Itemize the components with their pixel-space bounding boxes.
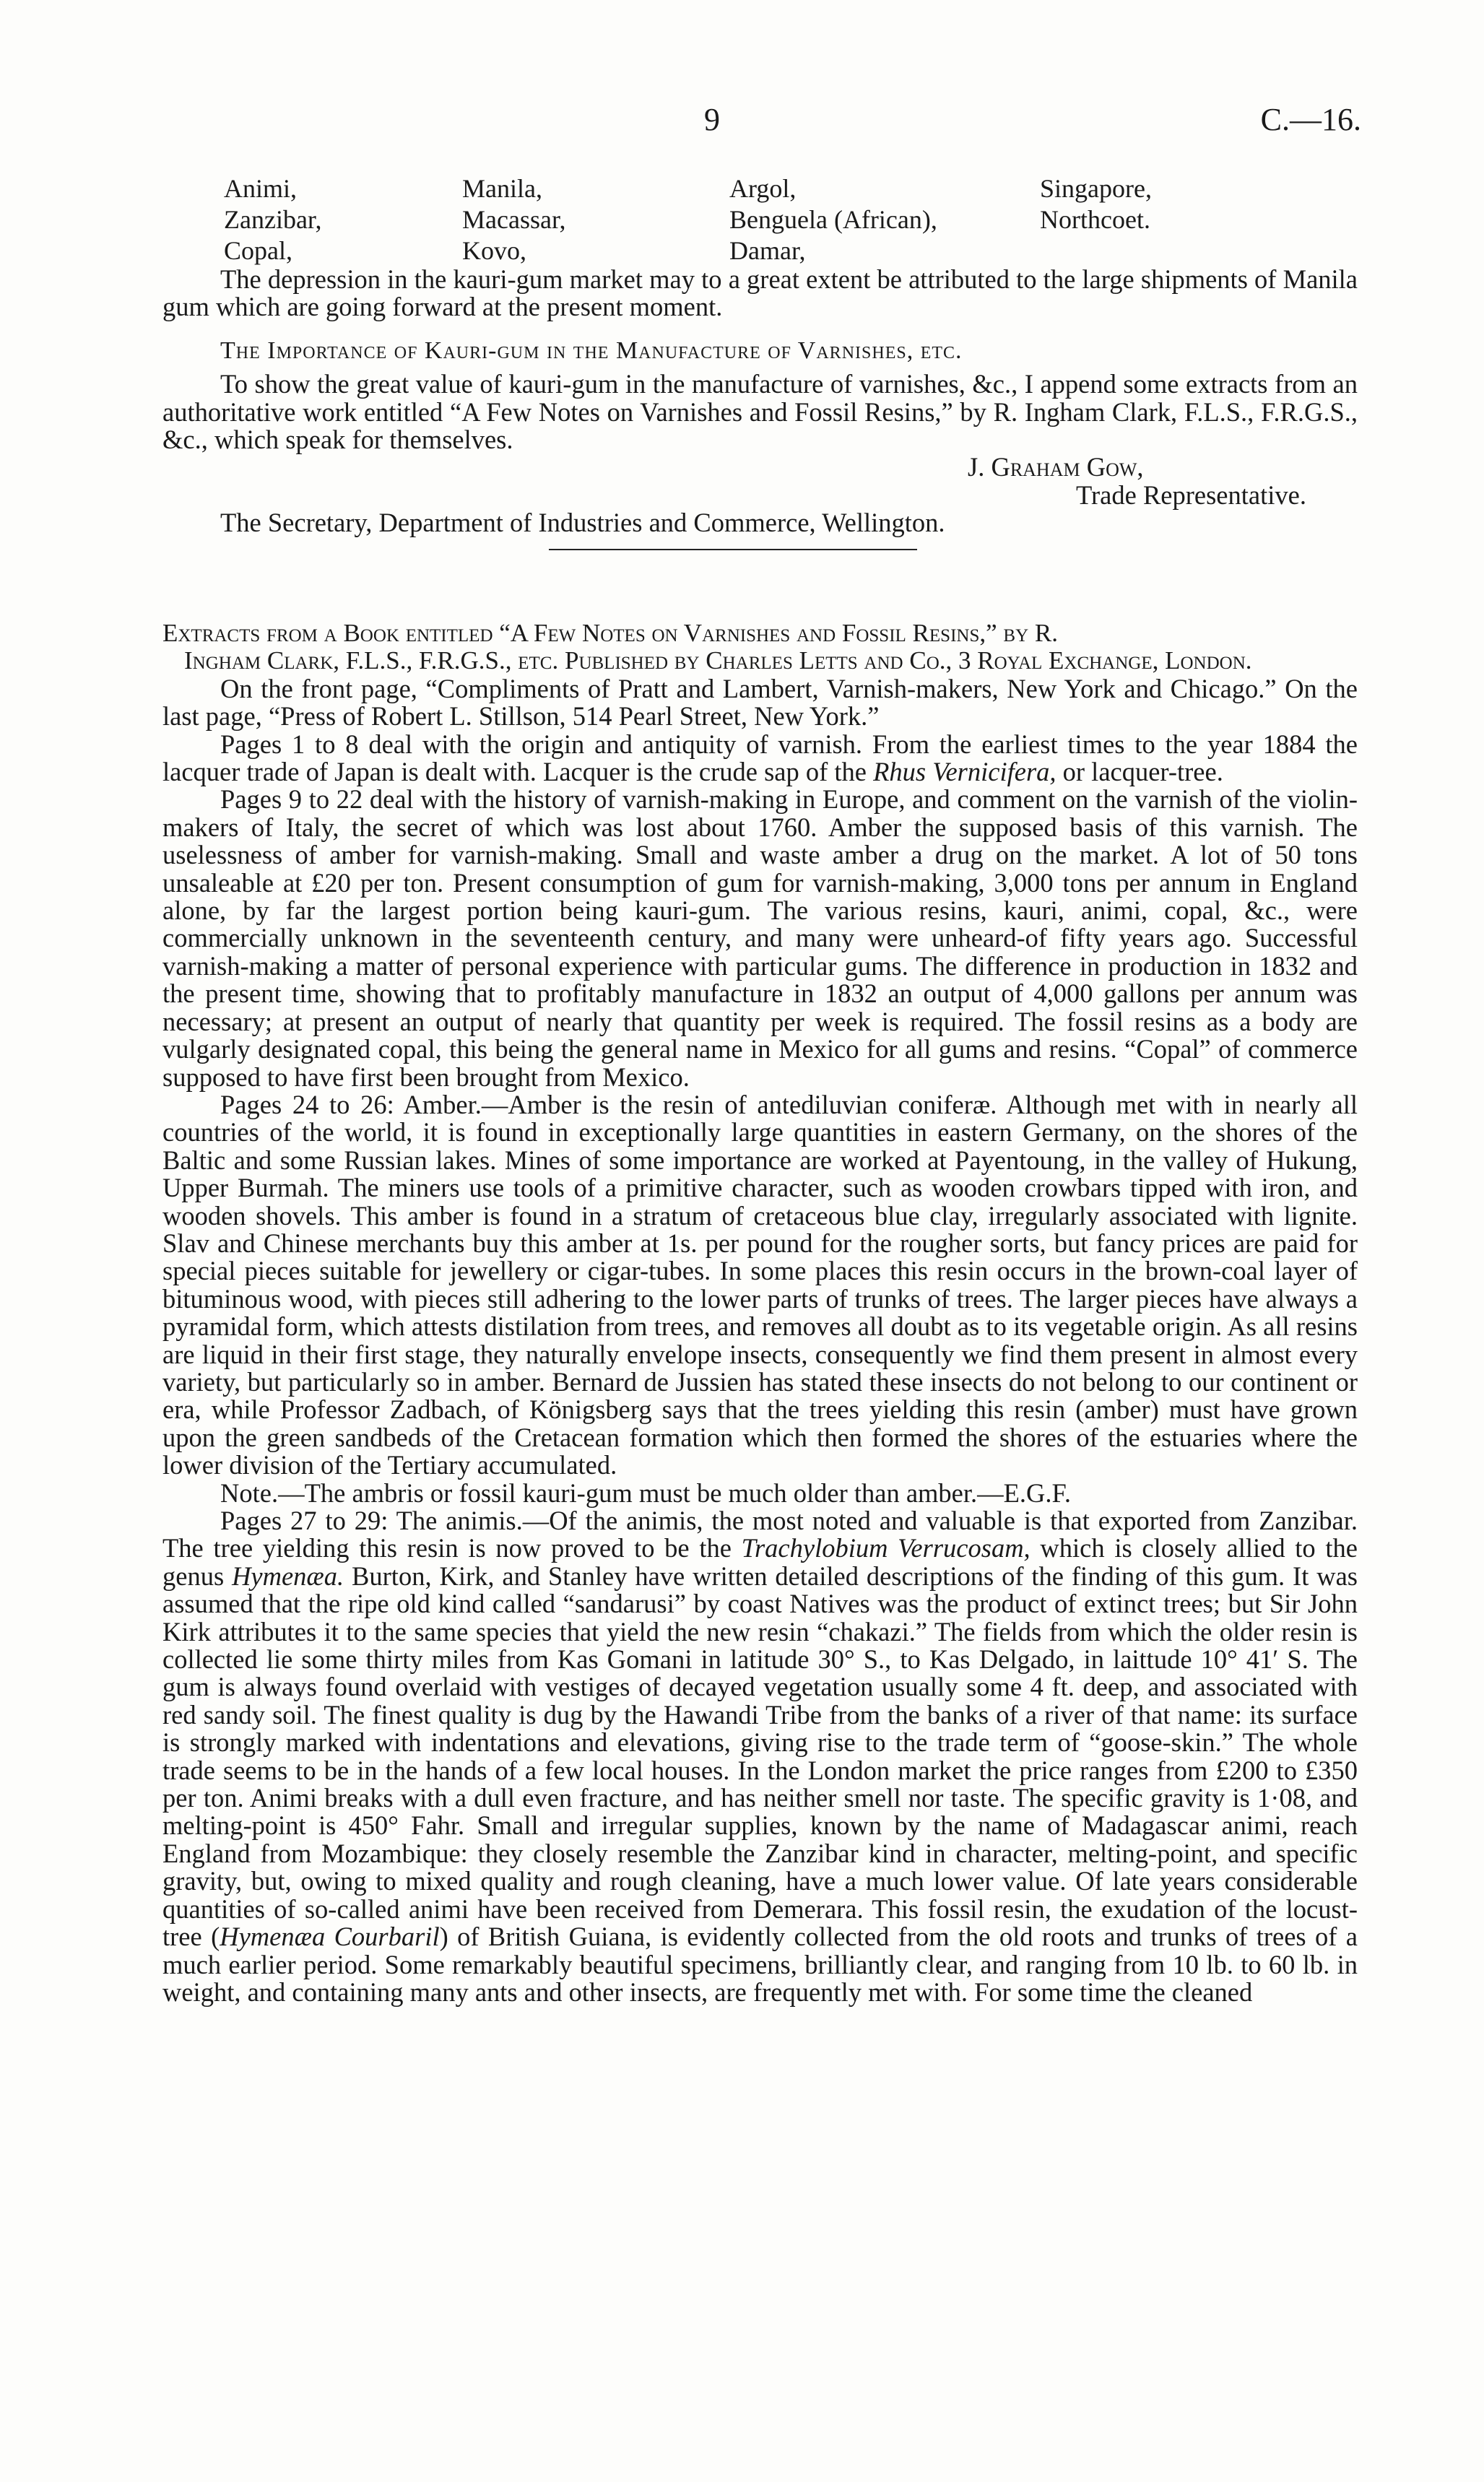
document-reference: C.—16. [1260, 102, 1361, 137]
resin-column-3 [729, 173, 937, 266]
resin-name: Copal, [224, 236, 292, 265]
addressee-line: The Secretary, Department of Industries and Commerce, Wellington. [220, 508, 945, 538]
divider-rule [549, 549, 917, 550]
species-name: Rhus Vernicifera, [873, 757, 1056, 787]
show-paragraph: To show the great value of kauri-gum in the manufacture of varnishes, &c., I append some extracts from an authoritative work entitled “A Few Notes on Varnishes and Fossil Resins,” by R. Ingham Clark, F.L.S., F.R.G.S., &c., which speak for themselves. [162, 369, 1358, 455]
paragraph-front-page: On the front page, “Compliments of Pratt and Lambert, Varnish-makers, New York and Chicago.” On the last page, “Press of Robert L. Stillson, 514 Pearl Street, New York.” [162, 673, 1358, 732]
signature-name: J. Graham Gow, [968, 452, 1144, 482]
species-name: Trachylobium Verrucosam, [741, 1533, 1030, 1563]
paragraph-pages-9-22: Pages 9 to 22 deal with the history of varnish-making in Europe, and comment on the varnish of the violin-makers of Italy, the secret of which was lost about 1760. Amber the supposed basis of this varnish. The uselessness of amber for varnish-making. Small and waste amber a drug on the market. A lot of 50 tons unsaleable at £20 per ton. Present consumption of gum for varnish-making, 3,000 tons per annum in England alone, by far the largest portion being kauri-gum. The various resins, kauri, animi, copal, &c., were commercially unknown in the seventeenth century, and many were unheard-of fifty years ago. Successful varnish-making a matter of personal experience with particular gums. The difference in production in 1832 and the present time, showing that to profitably manufacture in 1832 an output of 4,000 gallons per annum was necessary; at present an output of nearly that quantity per week is required. The fossil resins as a body are vulgarly designated copal, this being the general name in Mexico for all gums and resins. “Copal” of commerce supposed to have first been brought from Mexico. [162, 784, 1358, 1092]
resin-column-4 [1040, 173, 1152, 235]
paragraph-pages-1-8: Pages 1 to 8 deal with the origin and antiquity of varnish. From the earliest times to the year 1884 the lacquer trade of Japan is dealt with. Lacquer is the crude sap of the Rhus Vernicifera, or lacquer-tree. [162, 729, 1358, 787]
resin-name: Argol, [729, 174, 797, 203]
resin-name: Northcoet. [1040, 205, 1150, 234]
extracts-section [162, 620, 1358, 2006]
resin-name: Zanzibar, [224, 205, 322, 234]
extracts-heading-line2: Ingham Clark, F.L.S., F.R.G.S., etc. Published by Charles Letts and Co., 3 Royal Exchange, London. [184, 646, 1252, 675]
signature-title: Trade Representative. [1076, 480, 1306, 510]
resin-column-1 [224, 173, 321, 266]
resin-name: Damar, [729, 236, 806, 265]
resin-name: Manila, [462, 174, 542, 203]
resin-name: Singapore, [1040, 174, 1152, 203]
resin-column-2 [462, 173, 566, 266]
species-name: Hymenæa Courbaril [220, 1922, 440, 1952]
paragraph-animis: Pages 27 to 29: The animis.—Of the animis, the most noted and valuable is that exported from Zanzibar. The tree yielding this resin is now proved to be the Trachylobium Verrucosam, which is closely allied to the genus Hymenæa. Burton, Kirk, and Stanley have written detailed descriptions of the finding of this gum. It was assumed that the ripe old kind called “sandarusi” by coast Natives was the product of extinct trees; but Sir John Kirk attributes it to the same species that yield the new resin “chakazi.” The fields from which the older resin is collected lie some thirty miles from Kas Gomani in latitude 30° S., to Kas Delgado, in laittude 10° 41′ S. The gum is always found overlaid with vestiges of decayed vegetation usually some 4 ft. deep, and associated with red sandy soil. The finest quality is dug by the Hawandi Tribe from the banks of a river of that name: its surface is strongly marked with indentations and elevations, giving rise to the trade term of “goose-skin.” The whole trade seems to be in the hands of a few local houses. In the London market the price ranges from £200 to £350 per ton. Animi breaks with a dull even fracture, and has neither smell nor taste. The specific gravity is 1·08, and melting-point is 450° Fahr. Small and irregular supplies, known by the name of Madagascar animi, reach England from Mozambique: they closely resemble the Zanzibar kind in character, melting-point, and specific gravity, but, owing to mixed quality and rough cleaning, have a much lower value. Of late years considerable quantities of so-called animi have been received from Demerara. This fossil resin, the exudation of the locust-tree (Hymenæa Courbaril) of British Guiana, is evidently collected from the old roots and trunks of trees of a much earlier period. Some remarkably beautiful specimens, brilliantly clear, and ranging from 10 lb. to 60 lb. in weight, and containing many ants and other insects, are frequently met with. For some time the cleaned [162, 1506, 1358, 2007]
depression-paragraph: The depression in the kauri-gum market may to a great extent be attributed to the large shipments of Manila gum which are going forward at the present moment. [162, 264, 1358, 322]
resin-name: Kovo, [462, 236, 526, 265]
note-paragraph: Note.—The ambris or fossil kauri-gum must be much older than amber.—E.G.F. [220, 1478, 1072, 1508]
extracts-heading [162, 620, 1358, 675]
resin-name: Animi, [224, 174, 298, 203]
intro-section [162, 266, 1358, 537]
extracts-heading-line1: Extracts from a Book entitled “A Few Notes on Varnishes and Fossil Resins,” by R. [162, 619, 1058, 647]
resin-name: Macassar, [462, 205, 566, 234]
paragraph-amber: Pages 24 to 26: Amber.—Amber is the resin of antediluvian coniferæ. Although met with in nearly all countries of the world, it is found in exceptionally large quantities in eastern Germany, on the shores of the Baltic and some Russian lakes. Mines of some importance are worked at Payentoung, in the valley of Hukung, Upper Burmah. The miners use tools of a primitive character, such as wooden crowbars tipped with iron, and wooden shovels. This amber is found in a stratum of cretaceous blue clay, irregularly associated with lignite. Slav and Chinese merchants buy this amber at 1s. per pound for the rougher sorts, but fancy prices are paid for special pieces suitable for jewellery or cigar-tubes. In some places this resin occurs in the brown-coal layer of bituminous wood, with pieces still adhering to the lower parts of trunks of trees. The larger pieces have always a pyramidal form, which attests distilation from trees, and removes all doubt as to its vegetable origin. As all resins are liquid in their first stage, they naturally envelope insects, consequently we find them present in almost every variety, but particularly so in amber. Bernard de Jussien has stated these insects do not belong to our continent or era, while Professor Zadbach, of Königsberg says that the trees yielding this resin (amber) must have grown upon the green sandbeds of the Cretacean formation which then formed the shores of the estuaries where the lower division of the Tertiary accumulated. [162, 1089, 1358, 1480]
section-heading: The Importance of Kauri-gum in the Manufacture of Varnishes, etc. [220, 337, 963, 364]
resin-name: Benguela (African), [729, 205, 937, 234]
page-number: 9 [704, 102, 720, 137]
genus-name: Hymenæa. [232, 1561, 344, 1591]
